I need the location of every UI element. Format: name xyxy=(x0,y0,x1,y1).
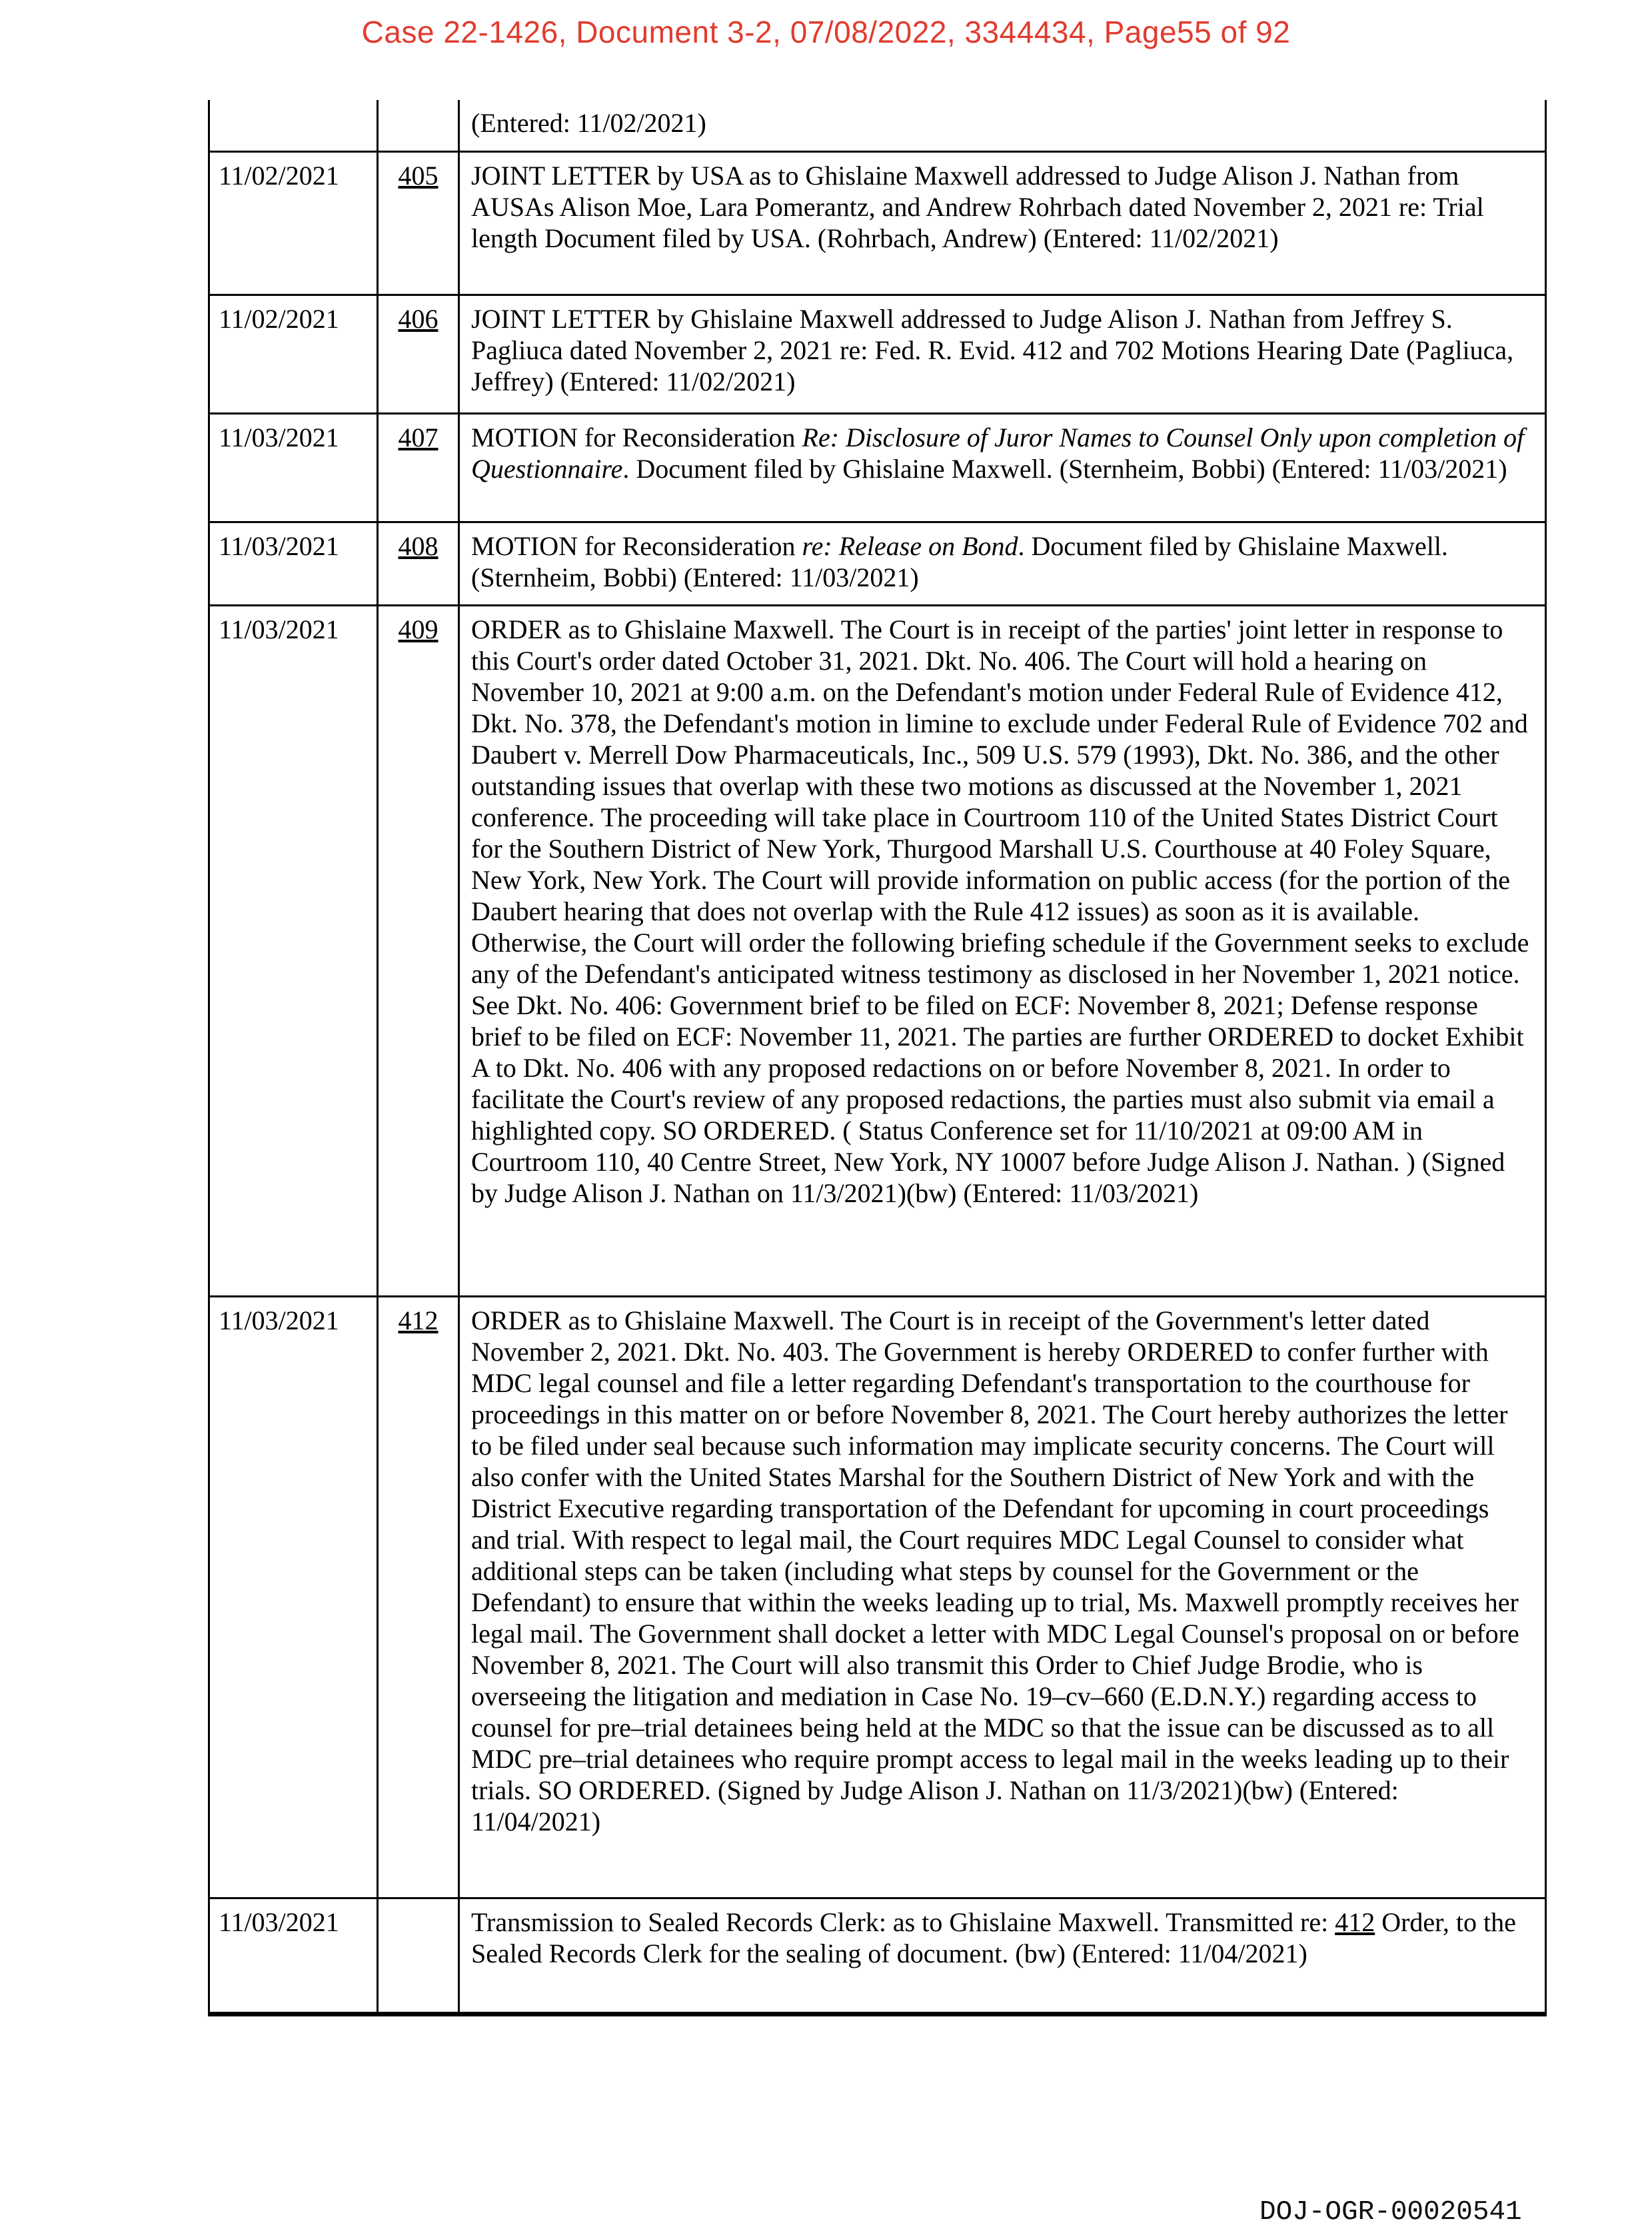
docket-date: 11/02/2021 xyxy=(209,151,378,295)
docket-number-link[interactable]: 409 xyxy=(398,614,438,644)
description-text: . Document filed by Ghislaine Maxwell. (Sternheim, Bobbi) (Entered: 11/03/2021) xyxy=(622,453,1507,484)
docket-number-cell xyxy=(378,605,459,1296)
description-text: Transmission to Sealed Records Clerk: as to Ghislaine Maxwell. Transmitted re: xyxy=(471,1906,1335,1937)
description-text: (Entered: 11/02/2021) xyxy=(471,108,706,138)
description-text: . Document filed by Ghislaine Maxwell. (Sternheim, Bobbi) (Entered: 11/03/2021) xyxy=(471,530,1448,592)
docket-description xyxy=(459,100,1546,151)
docket-number-link[interactable]: 408 xyxy=(398,530,438,561)
description-text: JOINT LETTER by USA as to Ghislaine Maxwell addressed to Judge Alison J. Nathan from AUSAs Alison Moe, Lara Pomerantz, and Andrew Rohrbach dated November 2, 2021 re: Trial length Document filed by USA. (Rohrbach, Andrew) (Entered: 11/02/2021) xyxy=(471,160,1484,253)
case-stamp: Case 22-1426, Document 3-2, 07/08/2022, 3344434, Page55 of 92 xyxy=(361,15,1291,49)
description-text: MOTION for Reconsideration xyxy=(471,530,802,561)
description-italic-text: Re: Disclosure of Juror Names to Counsel Only upon completion of Questionnaire xyxy=(471,422,1525,484)
docket-row xyxy=(209,413,1546,522)
description-text: JOINT LETTER by Ghislaine Maxwell addressed to Judge Alison J. Nathan from Jeffrey S. Pagliuca dated November 2, 2021 re: Fed. R. Evid. 412 and 702 Motions Hearing Date (Pagliuca, Jeffrey) (Entered: 11/02/2021) xyxy=(471,303,1514,396)
docket-date: 11/03/2021 xyxy=(209,522,378,605)
docket-table xyxy=(208,100,1547,2016)
docket-number-cell xyxy=(378,1898,459,2014)
docket-number-cell xyxy=(378,100,459,151)
docket-description xyxy=(459,295,1546,413)
docket-row xyxy=(209,1296,1546,1898)
docket-row xyxy=(209,295,1546,413)
docket-date: 11/02/2021 xyxy=(209,295,378,413)
description-text: ORDER as to Ghislaine Maxwell. The Court is in receipt of the parties' joint letter in response to this Court's order dated October 31, 2021. Dkt. No. 406. The Court will hold a hearing on November 10, 2021 at 9:00 a.m. on the Defendant's motion under Federal Rule of Evidence 412, Dkt. No. 378, the Defendant's motion in limine to exclude under Federal Rule of Evidence 702 and Daubert v. Merrell Dow Pharmaceuticals, Inc., 509 U.S. 579 (1993), Dkt. No. 386, and the other outstanding issues that overlap with these two motions as discussed at the November 1, 2021 conference. The proceeding will take place in Courtroom 110 of the United States District Court for the Southern District of New York, Thurgood Marshall U.S. Courthouse at 40 Foley Square, New York, New York. The Court will provide information on public access (for the portion of the Daubert hearing that does not overlap with the Rule 412 issues) as soon as it is available. Otherwise, the Court will order the following briefing schedule if the Government seeks to exclude any of the Defendant's anticipated witness testimony as disclosed in her November 1, 2021 notice. See Dkt. No. 406: Government brief to be filed on ECF: November 8, 2021; Defense response brief to be filed on ECF: November 11, 2021. The parties are further ORDERED to docket Exhibit A to Dkt. No. 406 with any proposed redactions on or before November 8, 2021. In order to facilitate the Court's review of any proposed redactions, the parties must also submit via email a highlighted copy. SO ORDERED. ( Status Conference set for 11/10/2021 at 09:00 AM in Courtroom 110, 40 Centre Street, New York, NY 10007 before Judge Alison J. Nathan. ) (Signed by Judge Alison J. Nathan on 11/3/2021)(bw) (Entered: 11/03/2021) xyxy=(471,614,1529,1208)
docket-date xyxy=(209,100,378,151)
docket-number-link[interactable]: 407 xyxy=(398,422,438,452)
docket-number-cell xyxy=(378,295,459,413)
docket-date: 11/03/2021 xyxy=(209,1296,378,1898)
docket-number-cell xyxy=(378,522,459,605)
docket-number-link[interactable]: 405 xyxy=(398,160,438,191)
docket-date: 11/03/2021 xyxy=(209,1898,378,2014)
docket-row xyxy=(209,605,1546,1296)
docket-description xyxy=(459,522,1546,605)
docket-row xyxy=(209,100,1546,151)
docket-description xyxy=(459,413,1546,522)
docket-reference-link[interactable]: 412 xyxy=(1335,1906,1375,1937)
docket-row xyxy=(209,1898,1546,2014)
docket-description xyxy=(459,151,1546,295)
docket-description xyxy=(459,605,1546,1296)
description-italic-text: re: Release on Bond xyxy=(802,530,1018,561)
docket-number-link[interactable]: 406 xyxy=(398,303,438,334)
description-text: ORDER as to Ghislaine Maxwell. The Court is in receipt of the Government's letter dated November 2, 2021. Dkt. No. 403. The Government is hereby ORDERED to confer further with MDC legal counsel and file a letter regarding Defendant's transportation to the courthouse for proceedings in this matter on or before November 8, 2021. The Court hereby authorizes the letter to be filed under seal because such information may implicate security concerns. The Court will also confer with the United States Marshal for the Southern District of New York and with the District Executive regarding transportation of the Defendant for upcoming in court proceedings and trial. With respect to legal mail, the Court requires MDC Legal Counsel to consider what additional steps can be taken (including what steps by counsel for the Government or the Defendant) to ensure that within the weeks leading up to trial, Ms. Maxwell promptly receives her legal mail. The Government shall docket a letter with MDC Legal Counsel's proposal on or before November 8, 2021. The Court will also transmit this Order to Chief Judge Brodie, who is overseeing the litigation and mediation in Case No. 19–cv–660 (E.D.N.Y.) regarding access to counsel for pre–trial detainees being held at the MDC so that the issue can be discussed as to all MDC pre–trial detainees who require prompt access to legal mail in the weeks leading up to their trials. SO ORDERED. (Signed by Judge Alison J. Nathan on 11/3/2021)(bw) (Entered: 11/04/2021) xyxy=(471,1305,1519,1837)
docket-number-link[interactable]: 412 xyxy=(398,1305,438,1335)
docket-number-cell xyxy=(378,151,459,295)
docket-date: 11/03/2021 xyxy=(209,605,378,1296)
docket-number-cell xyxy=(378,413,459,522)
docket-number-cell xyxy=(378,1296,459,1898)
bates-number: DOJ-OGR-00020541 xyxy=(1259,2197,1522,2228)
docket-table-body xyxy=(209,100,1546,2014)
docket-description xyxy=(459,1898,1546,2014)
docket-date: 11/03/2021 xyxy=(209,413,378,522)
docket-row xyxy=(209,151,1546,295)
docket-row xyxy=(209,522,1546,605)
description-text: MOTION for Reconsideration xyxy=(471,422,802,452)
docket-description xyxy=(459,1296,1546,1898)
description-text: Order, to the Sealed Records Clerk for the sealing of document. (bw) (Entered: 11/04/2021) xyxy=(471,1906,1516,1968)
